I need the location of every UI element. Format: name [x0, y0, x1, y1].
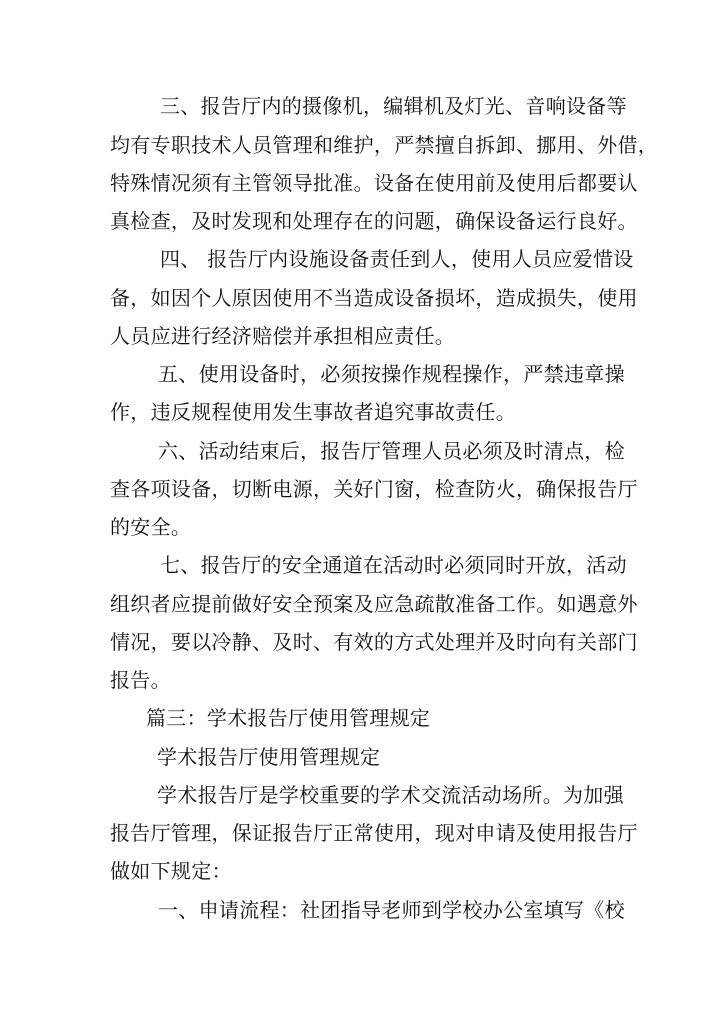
- paragraph-line: 特殊情况须有主管领导批准。设备在使用前及使用后都要认: [110, 171, 638, 195]
- section-heading: 篇三：学术报告厅使用管理规定: [146, 706, 431, 730]
- paragraph-line: 的安全。: [110, 515, 192, 539]
- paragraph-line: 四、 报告厅内设施设备责任到人，使用人员应爱惜设: [160, 247, 634, 271]
- paragraph-line: 三、报告厅内的摄像机，编辑机及灯光、音响设备等: [160, 94, 627, 118]
- paragraph-line: 报告厅管理，保证报告厅正常使用，现对申请及使用报告厅: [110, 821, 638, 845]
- paragraph-line: 均有专职技术人员管理和维护，严禁擅自拆卸、挪用、外借，: [110, 133, 659, 157]
- paragraph-line: 学术报告厅是学校重要的学术交流活动场所。为加强: [157, 783, 624, 807]
- paragraph-line: 七、报告厅的安全通道在活动时必须同时开放，活动: [160, 553, 627, 577]
- paragraph-line: 查各项设备，切断电源，关好门窗，检查防火，确保报告厅: [110, 477, 638, 501]
- paragraph-line: 五、使用设备时，必须按操作规程操作，严禁违章操: [158, 362, 625, 386]
- paragraph-line: 备，如因个人原因使用不当造成设备损坏，造成损失，使用: [110, 286, 638, 310]
- paragraph-line: 人员应进行经济赔偿并承担相应责任。: [110, 324, 456, 348]
- paragraph-line: 六、活动结束后，报告厅管理人员必须及时清点，检: [158, 439, 625, 463]
- section-title: 学术报告厅使用管理规定: [157, 745, 381, 769]
- paragraph-line: 情况，要以冷静、及时、有效的方式处理并及时向有关部门: [110, 630, 638, 654]
- paragraph-line: 一、申请流程：社团指导老师到学校办公室填写《校: [158, 898, 625, 922]
- paragraph-line: 报告。: [110, 668, 171, 692]
- paragraph-line: 真检查，及时发现和处理存在的问题，确保设备运行良好。: [110, 209, 638, 233]
- paragraph-line: 做如下规定：: [110, 859, 232, 883]
- paragraph-line: 组织者应提前做好安全预案及应急疏散准备工作。如遇意外: [110, 592, 638, 616]
- paragraph-line: 作，违反规程使用发生事故者追究事故责任。: [110, 400, 516, 424]
